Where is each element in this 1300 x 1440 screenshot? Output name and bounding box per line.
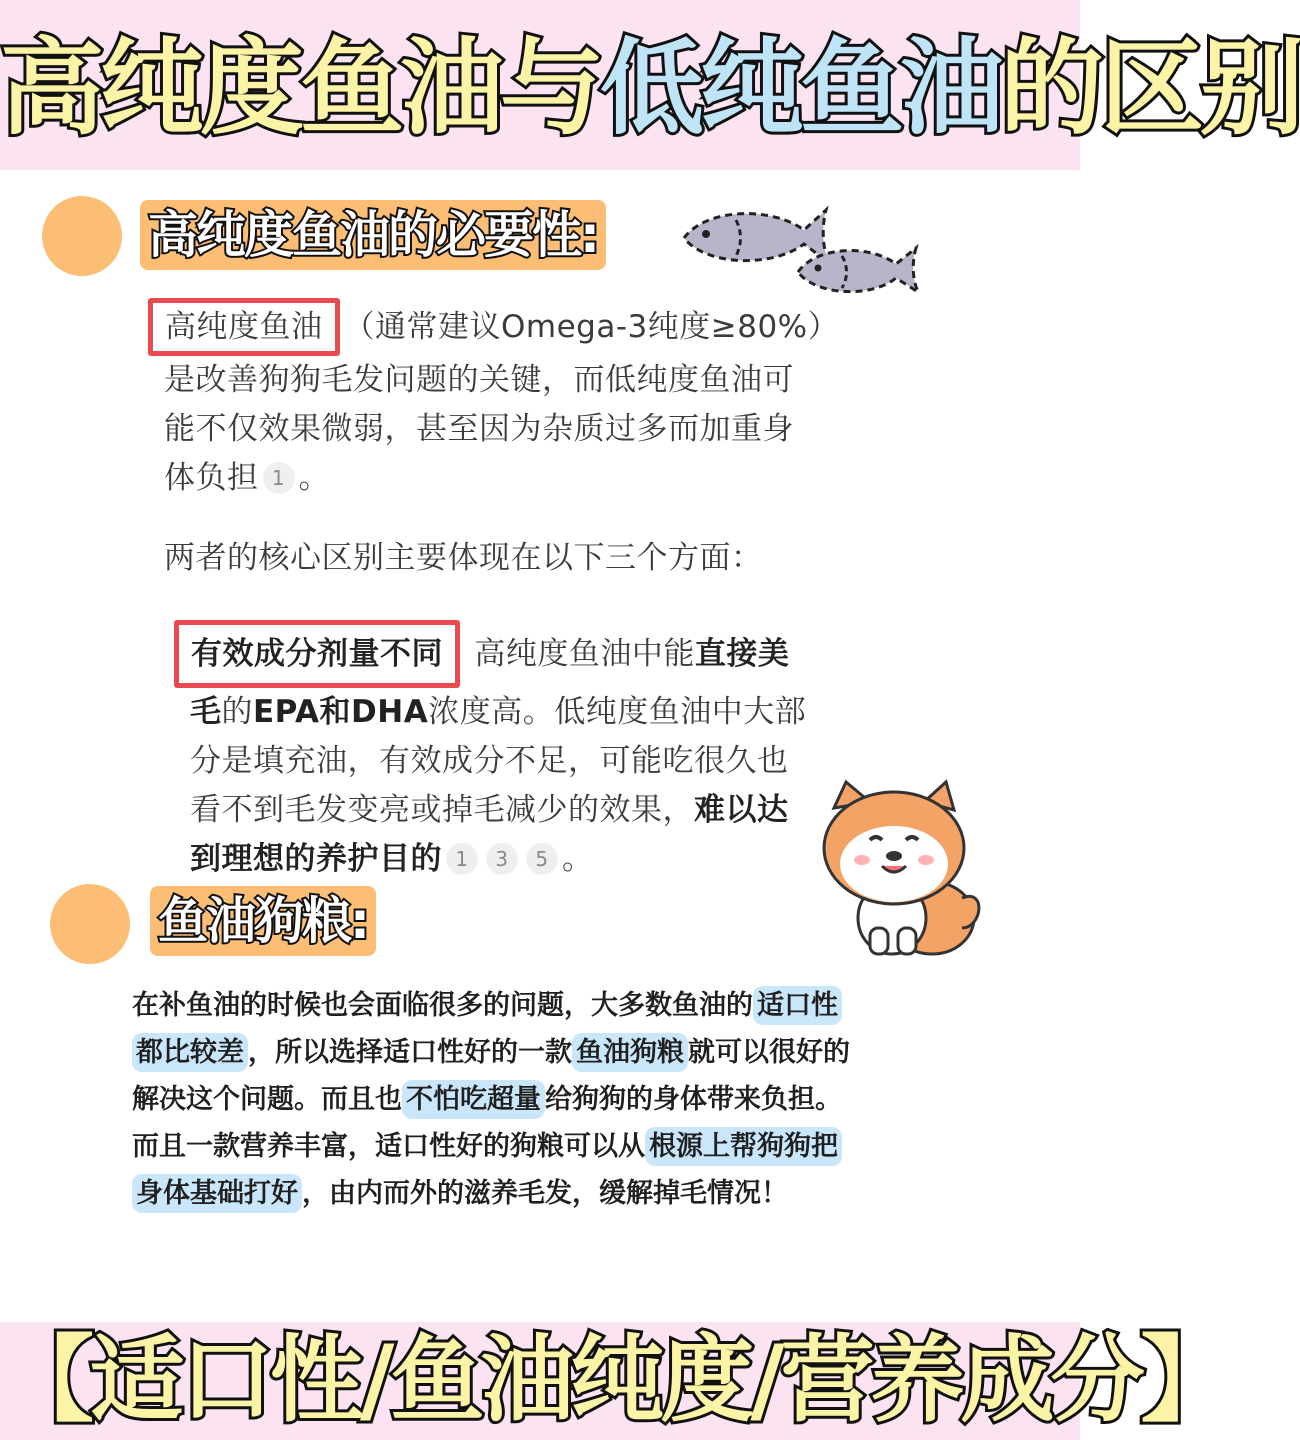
section1-intro: 两者的核心区别主要体现在以下三个方面：: [164, 540, 763, 576]
p-l2-b: ，所以选择适口性好的一款: [248, 1037, 572, 1068]
p-l5-b: ，由内而外的滋养毛发，缓解掉毛情况！: [302, 1178, 788, 1209]
footer-keywords: 【适口性/鱼油纯度/营养成分】: [0, 1326, 1231, 1435]
title-part-b: 低纯鱼油: [600, 27, 1001, 149]
bullet-l1-bold: 直接美: [694, 636, 790, 672]
bullet-l2-bold-b: EPA和DHA: [253, 694, 429, 730]
bullet-line-3: 分是填充油，有效成分不足，可能吃很久也: [190, 743, 789, 779]
bullet-l2-bold-a: 毛: [190, 694, 222, 730]
p-l2-c: 就可以很好的: [688, 1037, 850, 1068]
citation-3[interactable]: 3: [486, 843, 518, 875]
bullet-line-4: [190, 786, 830, 835]
fish-icon: [792, 240, 924, 300]
citation-1[interactable]: 1: [446, 843, 478, 875]
section2-bullet-circle: [50, 884, 130, 964]
highlight-poor: 都比较差: [132, 1033, 248, 1072]
title-part-c: 的区别: [1000, 27, 1300, 149]
bullet-end: 。: [562, 841, 594, 877]
bullet-line-5: [190, 835, 830, 884]
highlight-foundation: 身体基础打好: [132, 1174, 302, 1213]
bullet-l5-bold: 到理想的养护目的: [190, 841, 442, 877]
bullet-l4-bold: 难以达: [694, 792, 789, 828]
line-3: 能不仅效果微弱，甚至因为杂质过多而加重身: [164, 411, 794, 447]
section1-bullet-circle: [42, 196, 122, 276]
citation-1[interactable]: 1: [263, 462, 295, 494]
p-l4-a: 而且一款营养丰富，适口性好的狗粮可以从: [132, 1131, 645, 1162]
bullet-line-1: [190, 620, 830, 688]
bullet-l2-normal-a: 的: [221, 694, 253, 730]
section1-paragraph: [164, 298, 844, 503]
section2-heading: 鱼油狗粮:: [150, 886, 376, 956]
highlight-no-overdose: 不怕吃超量: [402, 1080, 545, 1119]
header-banner: [0, 0, 1300, 170]
highlight-box-dosage: 有效成分剂量不同: [174, 620, 460, 688]
line-1-rest: （通常建议Omega-3纯度≥80%）: [343, 309, 840, 345]
highlight-box-high-purity: 高纯度鱼油: [148, 298, 340, 356]
bullet-l4-text: 看不到毛发变亮或掉毛减少的效果，: [190, 792, 694, 828]
highlight-palatability: 适口性: [753, 986, 842, 1025]
page-title: [0, 26, 1300, 150]
shiba-dog-illustration: [812, 778, 982, 958]
title-part-a: 高纯度鱼油与: [0, 27, 601, 149]
p-line-2: [132, 1029, 932, 1076]
p-line-4: [132, 1123, 932, 1170]
bullet-l2-normal-b: 浓度高。低纯度鱼油中大部: [428, 694, 807, 730]
highlight-root: 根源上帮狗狗把: [645, 1127, 842, 1166]
highlight-fish-oil-food: 鱼油狗粮: [572, 1033, 688, 1072]
section1-heading: 高纯度鱼油的必要性:: [140, 200, 606, 270]
line-2: 是改善狗狗毛发问题的关键，而低纯度鱼油可: [164, 362, 794, 398]
line-4: [164, 454, 844, 503]
p-l1-a: 在补鱼油的时候也会面临很多的问题，大多数鱼油的: [132, 990, 753, 1021]
p-l3-a: 解决这个问题。而且也: [132, 1084, 402, 1115]
p-l3-b: 给狗狗的身体带来负担。: [545, 1084, 842, 1115]
line-4-end: 。: [298, 460, 330, 496]
section2-paragraph: [132, 982, 932, 1217]
line-1: [164, 298, 844, 356]
line-4-text: 体负担: [164, 460, 259, 496]
p-line-1: [132, 982, 932, 1029]
citation-5[interactable]: 5: [526, 843, 558, 875]
bullet-line-2: [190, 688, 830, 737]
p-line-5: [132, 1170, 932, 1217]
bullet-block: [190, 620, 830, 884]
bullet-l1-text: 高纯度鱼油中能: [474, 636, 695, 672]
p-line-3: [132, 1076, 932, 1123]
footer-banner: [0, 1322, 1231, 1440]
